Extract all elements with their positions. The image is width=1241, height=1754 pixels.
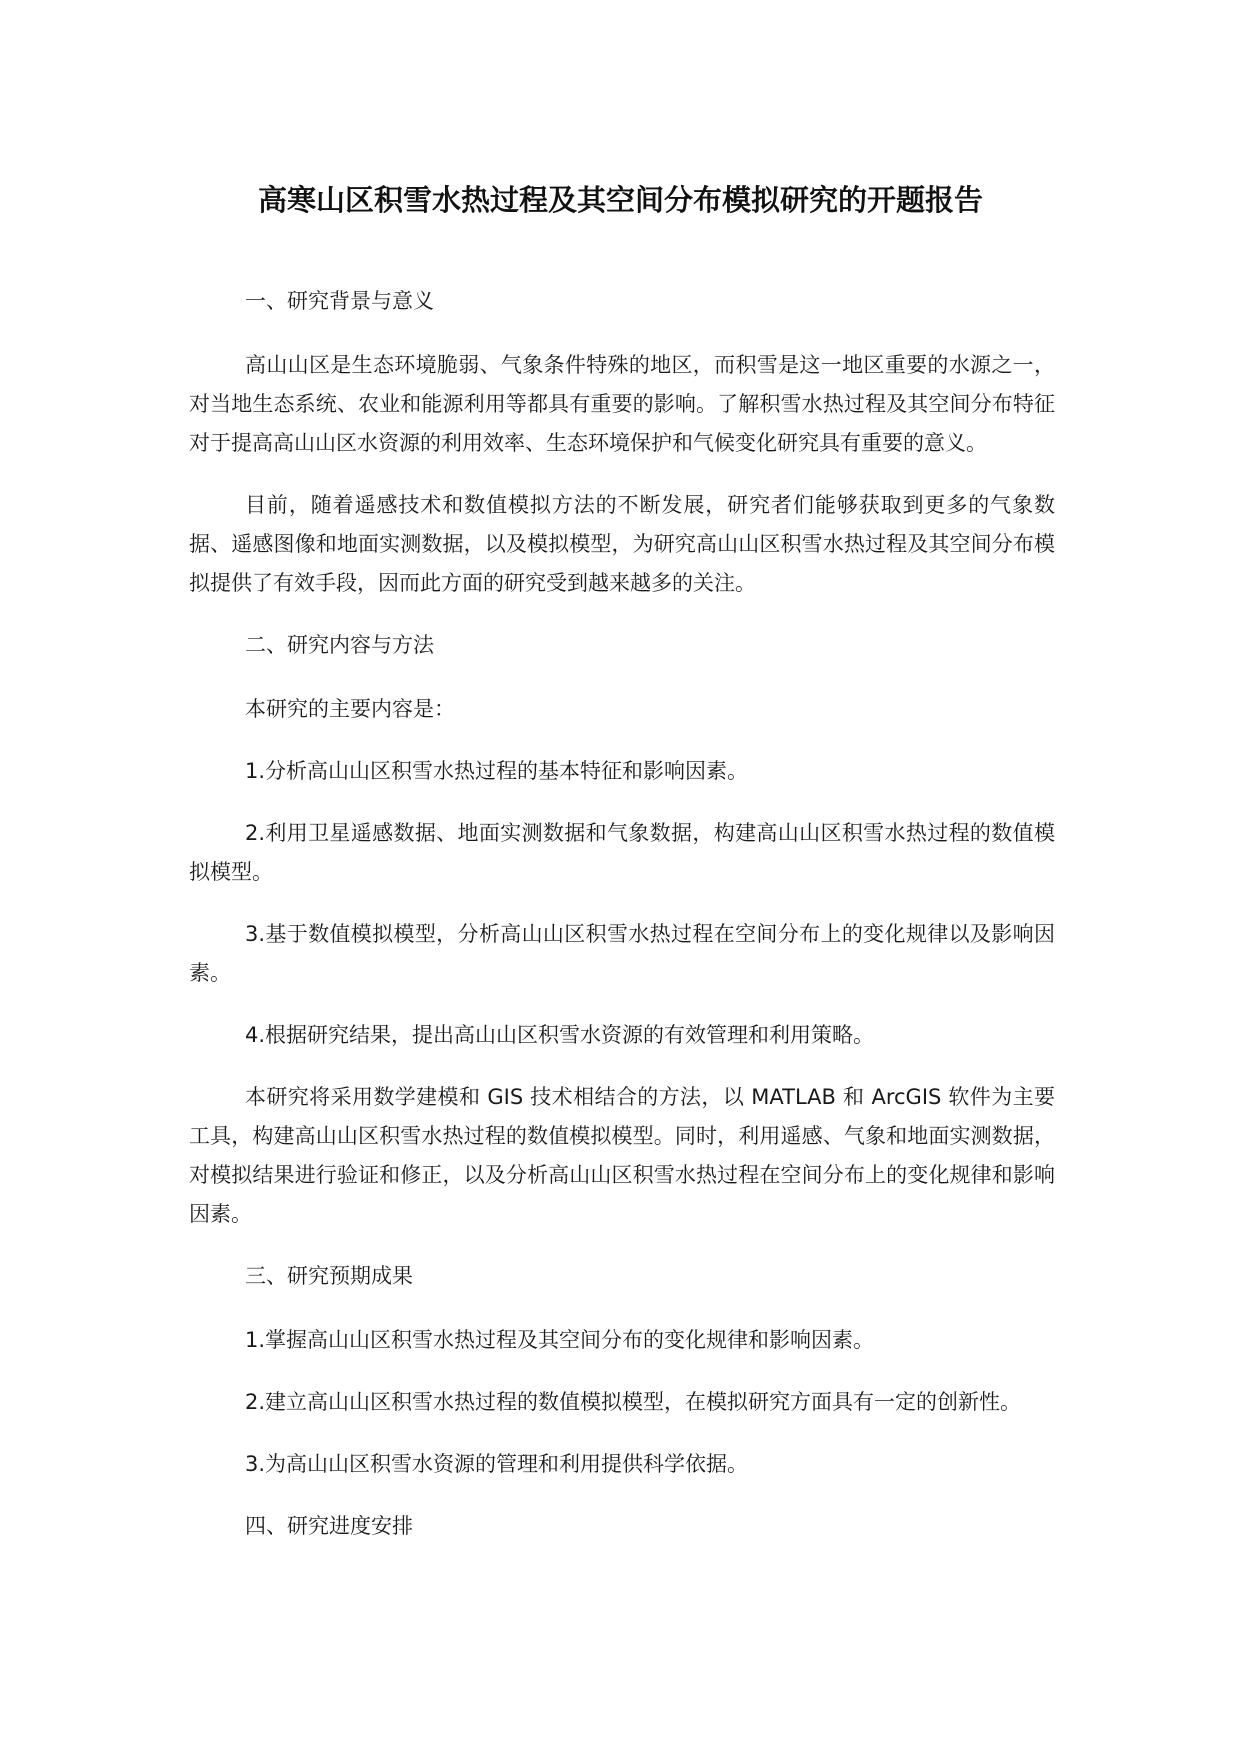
document-title: 高寒山区积雪水热过程及其空间分布模拟研究的开题报告 bbox=[257, 183, 983, 217]
list-item-content-3: 3.基于数值模拟模型，分析高山山区积雪水热过程在空间分布上的变化规律以及影响因素。 bbox=[189, 922, 1055, 985]
list-item-result-3: 3.为高山山区积雪水资源的管理和利用提供科学依据。 bbox=[245, 1452, 749, 1476]
section-heading-schedule: 四、研究进度安排 bbox=[245, 1514, 413, 1538]
paragraph-methods: 本研究将采用数学建模和 GIS 技术相结合的方法，以 MATLAB 和 ArcGIS 软件为主要工具，构建高山山区积雪水热过程的数值模拟模型。同时，利用遥感、气象和地面实测数据，对模拟结果进行验证和修正，以及分析高山山区积雪水热过程在空间分布上的变化规律和影响因素。 bbox=[189, 1085, 1055, 1226]
paragraph-content-intro: 本研究的主要内容是： bbox=[245, 697, 455, 721]
list-item-content-2: 2.利用卫星遥感数据、地面实测数据和气象数据，构建高山山区积雪水热过程的数值模拟模型。 bbox=[189, 821, 1055, 884]
list-item-result-1: 1.掌握高山山区积雪水热过程及其空间分布的变化规律和影响因素。 bbox=[245, 1328, 875, 1352]
section-heading-content-methods: 二、研究内容与方法 bbox=[245, 633, 434, 657]
section-heading-expected-results: 三、研究预期成果 bbox=[245, 1264, 413, 1288]
paragraph-background-2: 目前，随着遥感技术和数值模拟方法的不断发展，研究者们能够获取到更多的气象数据、遥感图像和地面实测数据，以及模拟模型，为研究高山山区积雪水热过程及其空间分布模拟提供了有效手段，因而此方面的研究受到越来越多的关注。 bbox=[189, 493, 1055, 595]
document-body bbox=[189, 282, 1055, 1571]
list-item-content-4: 4.根据研究结果，提出高山山区积雪水资源的有效管理和利用策略。 bbox=[245, 1023, 875, 1047]
section-heading-background: 一、研究背景与意义 bbox=[245, 289, 434, 313]
paragraph-background-1: 高山山区是生态环境脆弱、气象条件特殊的地区，而积雪是这一地区重要的水源之一，对当地生态系统、农业和能源利用等都具有重要的影响。了解积雪水热过程及其空间分布特征对于提高高山山区水资源的利用效率、生态环境保护和气候变化研究具有重要的意义。 bbox=[189, 353, 1055, 455]
list-item-result-2: 2.建立高山山区积雪水热过程的数值模拟模型，在模拟研究方面具有一定的创新性。 bbox=[245, 1390, 1022, 1414]
list-item-content-1: 1.分析高山山区积雪水热过程的基本特征和影响因素。 bbox=[245, 759, 749, 783]
